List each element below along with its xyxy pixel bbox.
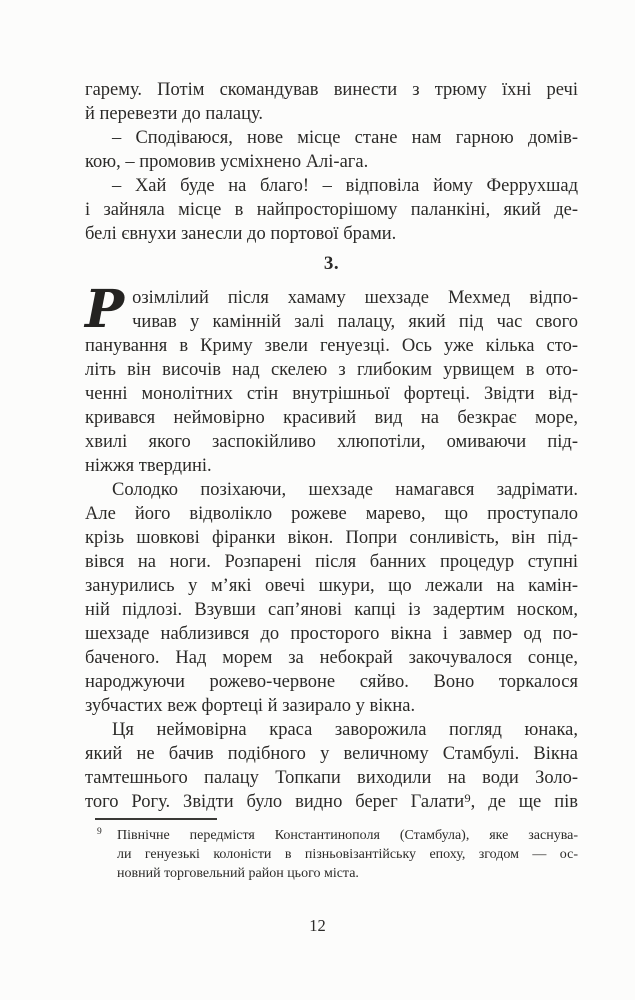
text-line: озімлілий після хамаму шехзаде Мехмед відпо- [132, 288, 578, 308]
text-line: белі євнухи занесли до портової брами. [85, 224, 397, 244]
text-line: – Сподіваюся, нове місце стане нам гарною домів- [112, 128, 578, 148]
text-line: тамтешнього палацу Топкапи виходили на води Золо- [85, 768, 578, 788]
text-line: який не бачив подібного у величному Стамбулі. Вікна [85, 744, 578, 764]
text-line: баченого. Над морем за небокрай закочувалося сонце, [85, 648, 578, 668]
text-line: Але його відволікло рожеве марево, що проступало [85, 504, 578, 524]
paragraph [85, 78, 578, 126]
paragraph [85, 174, 578, 246]
footnote-rule [95, 818, 217, 820]
footnote [95, 818, 578, 883]
text-line: шехзаде наблизився до просторого вікна і завмер од по- [85, 624, 578, 644]
footnote-body [95, 826, 578, 883]
footnote-line: Північне передмістя Константинополя (Стамбула), яке заснува- [117, 828, 578, 843]
text-line: хвилі якого заспокійливо хлюпотіли, омиваючи під- [85, 432, 578, 452]
text-line: панування в Криму звели генуезці. Ось уже кілька сто- [85, 336, 578, 356]
text-line: ніжжя твердині. [85, 456, 212, 476]
text-line: Ця неймовірна краса заворожила погляд юнака, [112, 720, 578, 740]
paragraph [85, 478, 578, 718]
text-line: чивав у камінній залі палацу, який під час свого [132, 312, 578, 332]
text-line: занурились у м’які овечі шкури, що лежали на камін- [85, 576, 578, 596]
footnote-line: новний торговельний район цього міста. [117, 866, 359, 881]
footnote-text [117, 826, 578, 883]
text-line: і зайняла місце в найпросторішому паланкіні, який де- [85, 200, 578, 220]
paragraph [85, 718, 578, 814]
paragraph [85, 279, 578, 478]
paragraphs-after-heading [85, 279, 578, 814]
text-line: гарему. Потім скомандував винести з трюму їхні речі [85, 80, 578, 100]
text-line: Солодко позіхаючи, шехзаде намагався задрімати. [112, 480, 578, 500]
drop-cap-letter: Р [85, 279, 125, 340]
text-line: кривався неймовірно красивий вид на безкрає море, [85, 408, 578, 428]
text-line: й перевезти до палацу. [85, 104, 264, 124]
footnote-line: ли генуезькі колоністи в пізньовізантійську епоху, згодом — ос- [117, 847, 578, 862]
page-number: 12 [309, 916, 326, 935]
footnote-marker: 9 [97, 827, 102, 837]
text-line: ченні монолітних стін внутрішньої фортеці. Звідти від- [85, 384, 578, 404]
text-line: того Рогу. Звідти було видно берег Галати⁹, де ще пів [85, 792, 578, 812]
text-line: крізь шовкові фіранки вікон. Попри сонливість, він під- [85, 528, 578, 548]
text-line: кою, – промовив усміхнено Алі-ага. [85, 152, 369, 172]
text-line: зубчастих веж фортеці й зазирало у вікна. [85, 696, 416, 716]
paragraph [85, 126, 578, 174]
text-block [85, 78, 578, 814]
text-line: ній підлозі. Взувши сап’янові капці із задертим носком, [85, 600, 578, 620]
text-line: – Хай буде на благо! – відповіла йому Феррухшад [112, 176, 578, 196]
text-line: літь він височів над скелею з глибоким урвищем в ото- [85, 360, 578, 380]
text-line: вівся на ноги. Розпарені після банних процедур ступні [85, 552, 578, 572]
section-heading: 3. [323, 253, 340, 274]
text-line: народжуючи рожево-червоне сяйво. Воно торкалося [85, 672, 578, 692]
paragraphs-before-heading [85, 78, 578, 246]
